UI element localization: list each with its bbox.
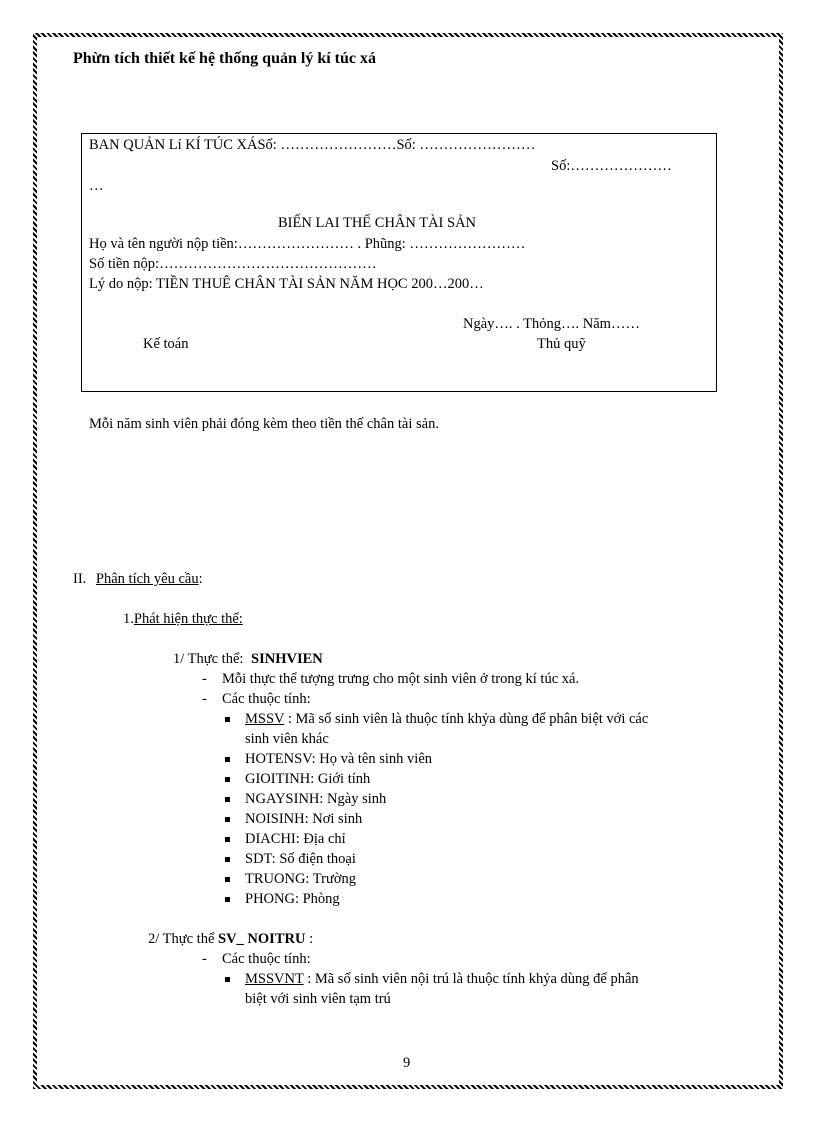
square-bullet-icon — [225, 857, 230, 862]
entity1-attributes-label: Các thuộc tính: — [222, 691, 311, 707]
entity2-key-desc: : Mã số sinh viên nội trú là thuộc tính khỷa dùng để phân — [307, 971, 639, 987]
receipt-accountant-label: Kế toán — [143, 336, 189, 352]
entity2-attributes-label: Các thuộc tính: — [222, 951, 311, 967]
entity2-heading-suffix: : — [309, 931, 314, 947]
receipt-cashier-label: Thủ quỹ — [537, 336, 586, 352]
entity1-description: Mỗi thực thể tượng trưng cho một sinh viên ở trong kí túc xá. — [222, 671, 580, 687]
section-number: II. — [73, 571, 87, 587]
entity1-name: SINHVIEN — [251, 651, 323, 667]
section-colon: : — [198, 571, 203, 587]
deposit-note: Mỗi năm sinh viên phải đóng kèm theo tiền thế chân tài sản. — [89, 416, 439, 432]
entity1-attribute-item: GIOITINH: Giới tính — [245, 771, 371, 787]
entity1-attribute-item: NGAYSINH: Ngày sinh — [245, 791, 387, 807]
square-bullet-icon — [225, 877, 230, 882]
subsection-heading — [123, 611, 243, 628]
square-bullet-icon — [225, 777, 230, 782]
receipt-amount-line: Số tiền nộp:……………………………………… — [89, 256, 377, 272]
page-number: 9 — [403, 1055, 411, 1071]
entity1-attribute-item: PHONG: Phòng — [245, 891, 340, 907]
square-bullet-icon — [225, 977, 230, 982]
dash-bullet: - — [202, 951, 207, 967]
page-header-title: Phừn tích thiết kế hệ thống quản lý kí túc xá — [73, 50, 376, 67]
entity1-attribute-item: TRUONG: Trường — [245, 871, 357, 887]
entity1-heading-prefix: 1/ Thực thể: — [173, 651, 244, 667]
receipt-number-line: Số:………………… — [551, 158, 672, 174]
square-bullet-icon — [225, 837, 230, 842]
receipt-org-line: BAN QUẢN Lí KÍ TÚC XÁSố: ……………………Số: …………………… — [89, 137, 536, 153]
receipt-title: BIẾN LAI THẾ CHÂN TÀI SẢN — [278, 215, 477, 231]
receipt-ellipsis: … — [89, 178, 104, 194]
entity2-key-desc-cont: biệt với sinh viên tạm trú — [245, 991, 391, 1007]
receipt-date-line: Ngày…. . Thỏng…. Năm…… — [463, 316, 640, 332]
entity1-key-desc: : Mã số sinh viên là thuộc tính khỷa dùng để phân biệt với các — [287, 711, 649, 727]
entity1-attribute-item: NOISINH: Nơi sinh — [245, 811, 363, 827]
subsection-number: 1. — [123, 611, 134, 627]
square-bullet-icon — [225, 797, 230, 802]
entity2-heading — [148, 931, 313, 948]
entity2-heading-prefix: 2/ Thực thể — [148, 931, 215, 947]
section-title: Phân tích yêu cầu — [95, 571, 199, 587]
entity1-key-name: MSSV — [245, 711, 285, 727]
dash-bullet: - — [202, 671, 207, 687]
receipt-payer-line: Họ và tên người nộp tiền:…………………… . Phũng: …………………… — [89, 236, 526, 252]
square-bullet-icon — [225, 817, 230, 822]
entity1-key-desc-cont: sinh viên khác — [245, 731, 329, 747]
section-heading — [73, 571, 203, 588]
entity2-name: SV_ NOITRU — [218, 931, 306, 947]
square-bullet-icon — [225, 757, 230, 762]
entity1-attribute-item: DIACHI: Địa chỉ — [245, 831, 346, 847]
square-bullet-icon — [225, 897, 230, 902]
square-bullet-icon — [225, 717, 230, 722]
receipt-reason-line: Lý do nộp: TIỀN THUÊ CHÂN TÀI SẢN NĂM HỌC 200…200… — [89, 276, 484, 292]
entity1-heading — [173, 651, 323, 668]
dash-bullet: - — [202, 691, 207, 707]
entity2-key-name: MSSVNT — [245, 971, 304, 987]
entity2-key-attribute — [245, 971, 639, 988]
entity1-attribute-item: SDT: Số điện thoại — [245, 851, 356, 867]
subsection-title: Phát hiện thực thể: — [133, 611, 243, 627]
entity1-key-attribute — [245, 711, 648, 728]
entity1-attribute-item: HOTENSV: Họ và tên sinh viên — [245, 751, 432, 767]
